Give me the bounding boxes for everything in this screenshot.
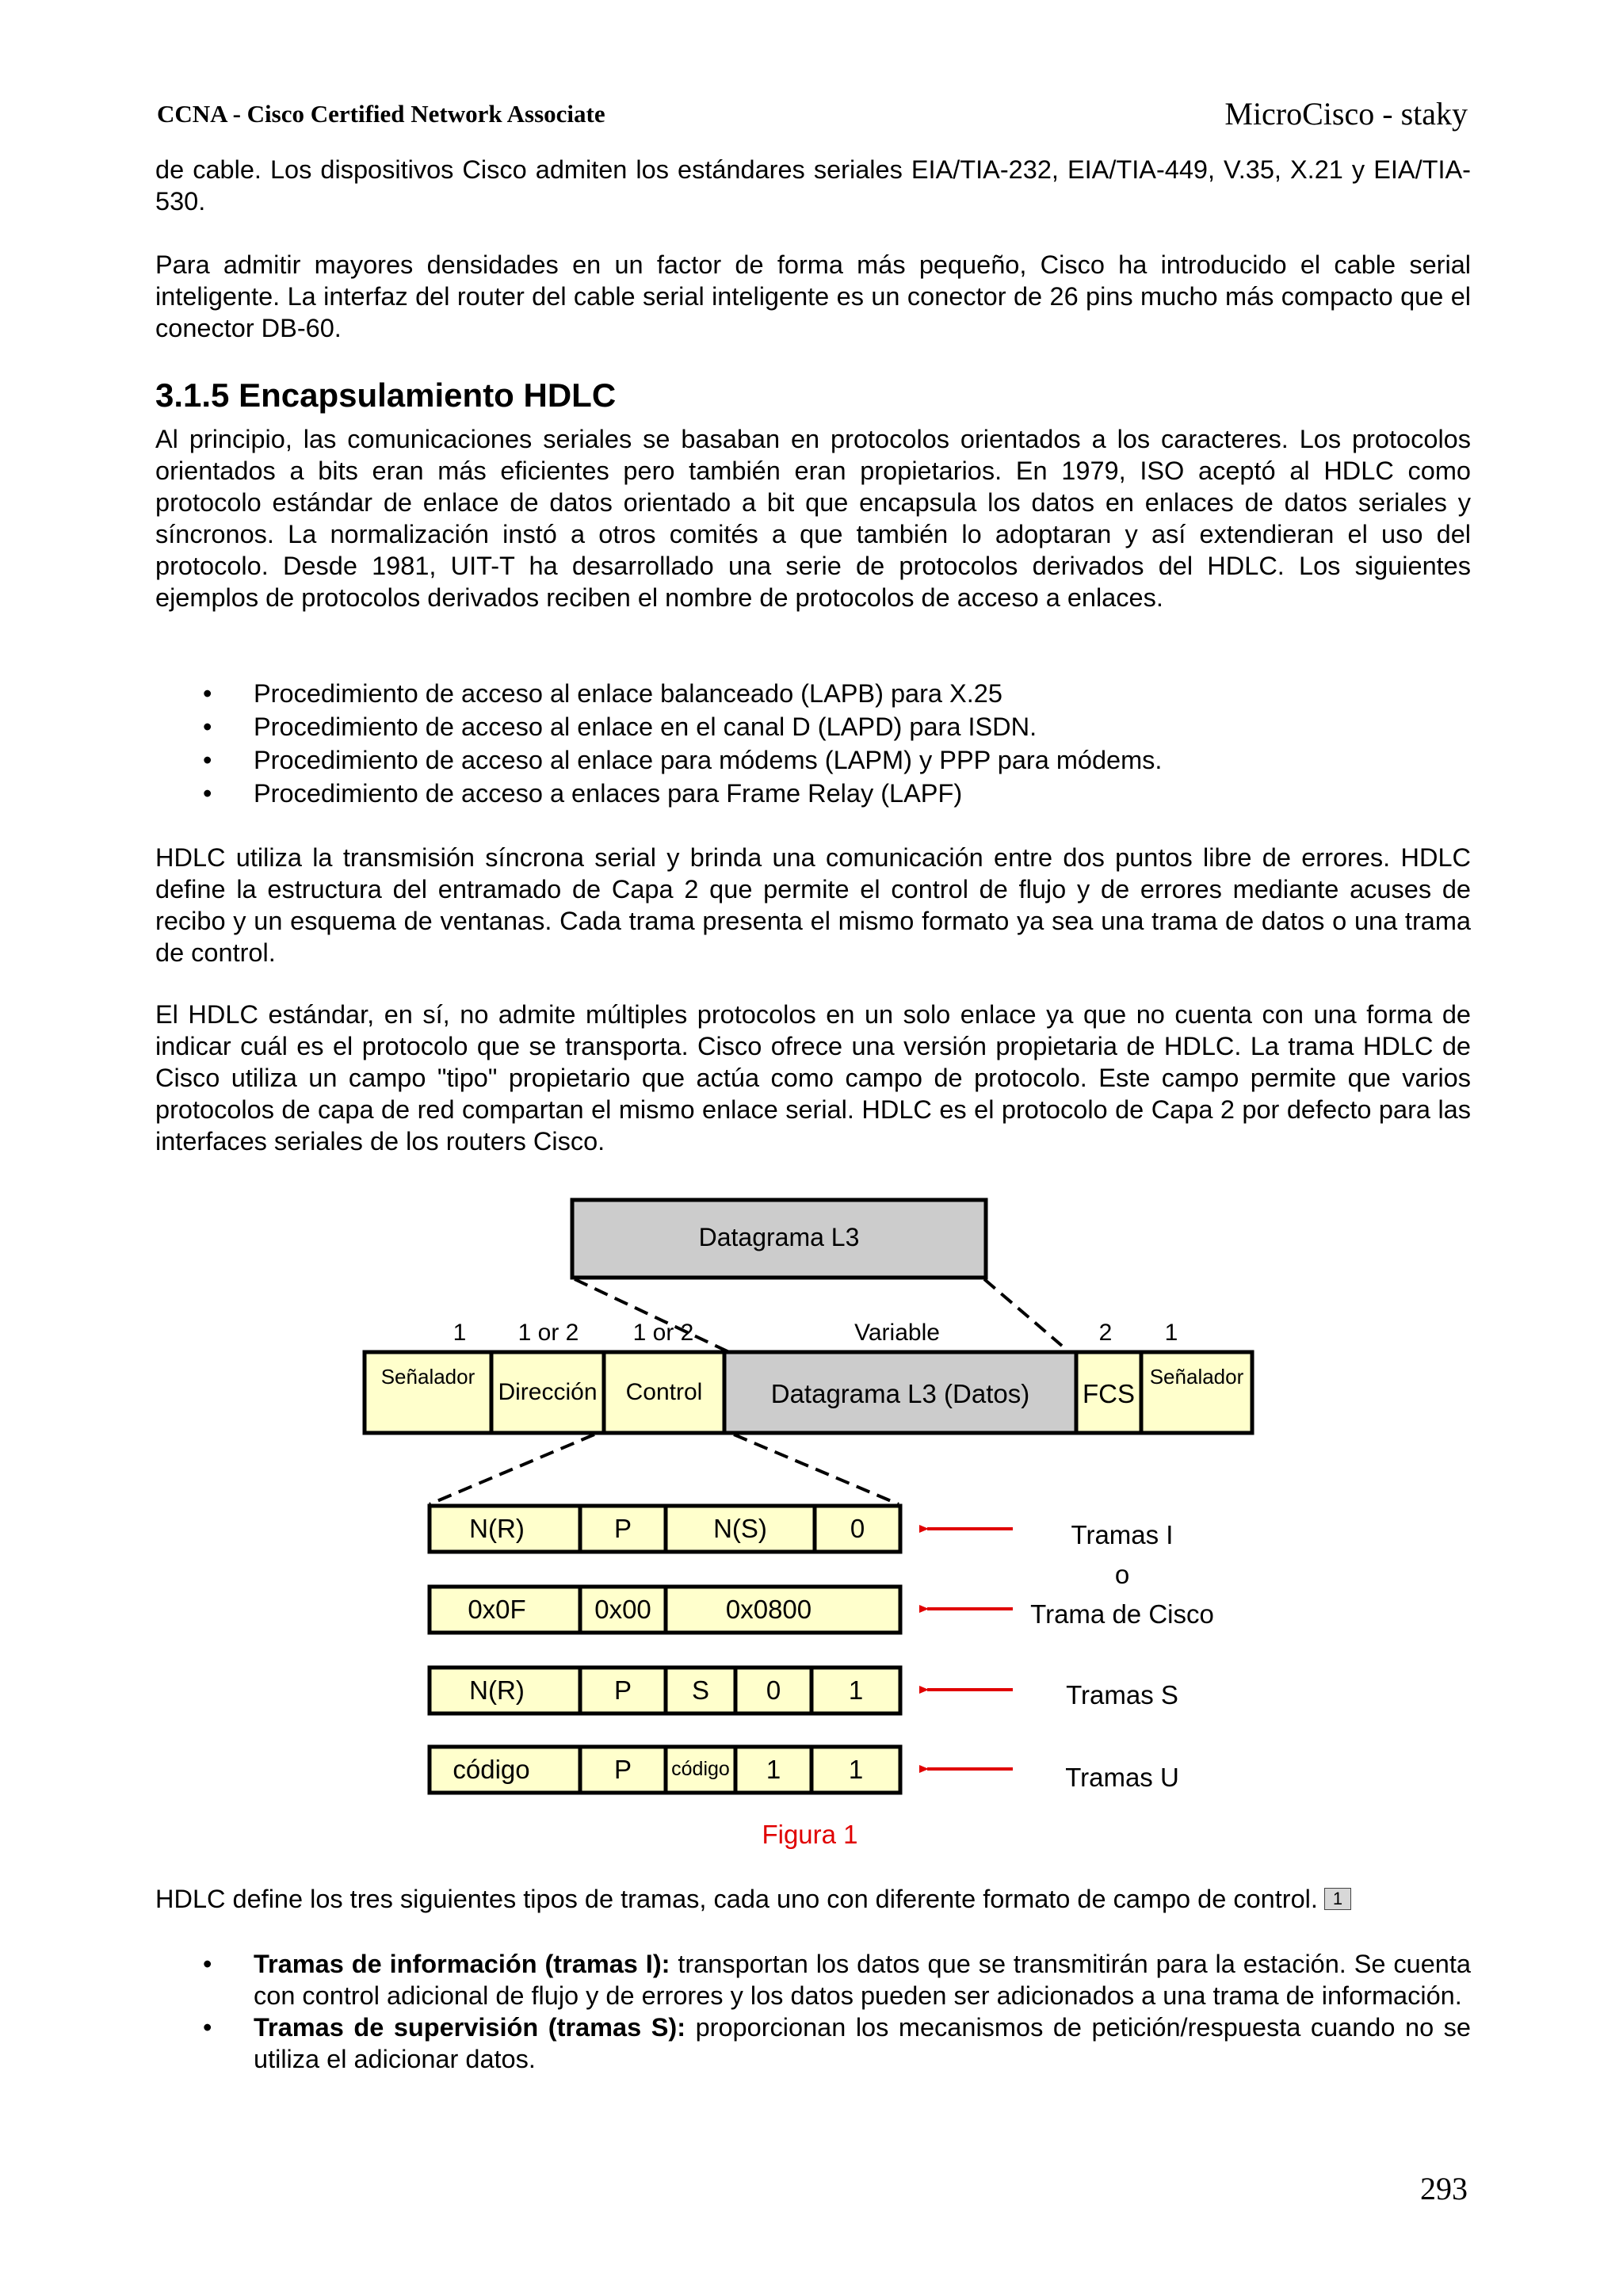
paragraph-text: Para admitir mayores densidades en un factor de forma más pequeño, Cisco ha introducido el cable serial inteligente. La interfaz del router del cable serial inteligente es un conector de 26 pins mucho más compacto que el conector DB-60. bbox=[155, 250, 1471, 342]
paragraph-text: El HDLC estándar, en sí, no admite múltiples protocolos en un solo enlace ya que no cuenta con una forma de indicar cuál es el protocolo que se transporta. Cisco ofrece una versión propietaria de HDLC. La trama HDLC de Cisco utiliza un campo "tipo" propietario que actúa como campo de protocolo. Este campo permite que varios protocolos de capa de red compartan el mismo enlace serial. HDLC es el protocolo de Capa 2 por defecto para las interfaces seriales de los routers Cisco. bbox=[155, 1000, 1471, 1156]
row-cell: 1 bbox=[766, 1755, 781, 1784]
frame-type-label: o bbox=[1114, 1560, 1130, 1589]
row-cell: 0 bbox=[850, 1514, 865, 1543]
control-row-cisco bbox=[430, 1587, 900, 1633]
figure-caption: Figura 1 bbox=[762, 1820, 858, 1849]
row-cell: S bbox=[691, 1675, 710, 1705]
paragraph-1 bbox=[155, 154, 1471, 217]
paragraph-3 bbox=[155, 423, 1471, 613]
size-label: 1 or 2 bbox=[517, 1320, 579, 1346]
datagram-l3-label: Datagrama L3 bbox=[698, 1223, 860, 1251]
frame-field-label: Control bbox=[625, 1379, 703, 1405]
frame-field-label: Dirección bbox=[498, 1379, 598, 1405]
row-cell: P bbox=[613, 1675, 632, 1705]
paragraph-text: HDLC utiliza la transmisión síncrona serial y brinda una comunicación entre dos puntos libre de errores. HDLC define la estructura del entramado de Capa 2 que permite el control de flujo y de errores mediante acuses de recibo y un esquema de ventanas. Cada trama presenta el mismo formato ya sea una trama de datos o una trama de control. bbox=[155, 843, 1471, 967]
list-item: • Procedimiento de acceso al enlace en el canal D (LAPD) para ISDN. bbox=[155, 710, 1471, 743]
row-cell: 0 bbox=[766, 1675, 781, 1705]
row-cell: P bbox=[613, 1514, 632, 1543]
row-cell: N(S) bbox=[713, 1514, 767, 1543]
row-cell: 0x00 bbox=[594, 1595, 651, 1624]
control-row-s bbox=[430, 1668, 900, 1713]
size-label: 2 bbox=[1098, 1320, 1113, 1346]
control-row-i bbox=[430, 1506, 900, 1552]
header-title: CCNA - Cisco Certified Network Associate bbox=[157, 100, 605, 128]
page-number: 293 bbox=[1420, 2171, 1468, 2206]
row-cell: N(R) bbox=[469, 1675, 525, 1705]
row-cell: código bbox=[671, 1758, 730, 1780]
paragraph-5 bbox=[155, 999, 1471, 1157]
row-cell: 0x0F bbox=[468, 1595, 526, 1624]
bullet-list-2 bbox=[155, 1948, 1471, 2075]
size-label: 1 bbox=[453, 1320, 467, 1346]
frame-type-label: Tramas I bbox=[1071, 1520, 1174, 1549]
paragraph-6 bbox=[155, 1883, 1471, 1915]
list-item bbox=[155, 2011, 1471, 2075]
header-author: MicroCisco - staky bbox=[1224, 96, 1468, 132]
dashed-connector bbox=[430, 1435, 594, 1504]
row-cell: código bbox=[453, 1755, 530, 1784]
section-heading: 3.1.5 Encapsulamiento HDLC bbox=[155, 376, 617, 414]
frame-field-label: Señalador bbox=[1149, 1365, 1244, 1389]
paragraph-text: HDLC define los tres siguientes tipos de tramas, cada uno con diferente formato de campo de control. bbox=[155, 1885, 1318, 1913]
frame-type-label: Trama de Cisco bbox=[1030, 1599, 1214, 1629]
list-item-text: transportan los datos que se transmitirán para la estación. Se cuenta con control adicional de flujo y de errores y los datos pueden ser adicionados a una trama de información. bbox=[254, 1950, 1471, 2010]
paragraph-text: Al principio, las comunicaciones seriales se basaban en protocolos orientados a los caracteres. Los protocolos orientados a bits eran más eficientes pero también eran propietarios. En 1979, ISO aceptó al HDLC como protocolo estándar de enlace de datos orientado a bit que encapsula los datos en enlaces de datos seriales y síncronos. La normalización instó a otros comités a que también lo adoptaran y así extendieran el uso del protocolo. Desde 1981, UIT-T ha desarrollado una serie de protocolos derivados del HDLC. Los siguientes ejemplos de protocolos derivados reciben el nombre de protocolos de acceso a enlaces. bbox=[155, 425, 1471, 612]
dashed-connector bbox=[734, 1435, 899, 1504]
frame-field-label: Datagrama L3 (Datos) bbox=[770, 1379, 1030, 1408]
frame-type-label: Tramas S bbox=[1066, 1680, 1178, 1710]
frame-field-label: Señalador bbox=[380, 1365, 475, 1389]
list-item-text: proporcionan los mecanismos de petición/respuesta cuando no se utiliza el adicionar datos. bbox=[254, 2013, 1471, 2073]
size-label: 1 bbox=[1164, 1320, 1178, 1346]
dashed-connector bbox=[984, 1279, 1062, 1346]
list-item: • Procedimiento de acceso al enlace balanceado (LAPB) para X.25 bbox=[155, 677, 1471, 710]
row-cell: P bbox=[613, 1755, 632, 1784]
frame-type-label: Tramas U bbox=[1065, 1763, 1179, 1792]
paragraph-2 bbox=[155, 249, 1471, 344]
paragraph-4 bbox=[155, 842, 1471, 968]
list-item: • Procedimiento de acceso a enlaces para Frame Relay (LAPF) bbox=[155, 777, 1471, 810]
list-item-bold: Tramas de información (tramas I): bbox=[254, 1950, 670, 1978]
figure-reference-button[interactable]: 1 bbox=[1324, 1888, 1351, 1910]
control-row-u bbox=[430, 1747, 900, 1793]
list-item bbox=[155, 1948, 1471, 2011]
row-cell: 0x0800 bbox=[725, 1595, 812, 1624]
row-cell: N(R) bbox=[469, 1514, 525, 1543]
size-label: 1 or 2 bbox=[632, 1320, 694, 1346]
bullet-list-1 bbox=[155, 677, 1471, 810]
row-cell: 1 bbox=[848, 1675, 864, 1705]
list-item: • Procedimiento de acceso al enlace para módems (LAPM) y PPP para módems. bbox=[155, 743, 1471, 777]
row-cell: 1 bbox=[848, 1755, 864, 1784]
hdlc-frame-figure bbox=[341, 1179, 1276, 1861]
size-label: Variable bbox=[854, 1320, 940, 1346]
frame-field-label: FCS bbox=[1083, 1379, 1135, 1408]
paragraph-text: de cable. Los dispositivos Cisco admiten los estándares seriales EIA/TIA-232, EIA/TIA-449, V.35, X.21 y EIA/TIA-530. bbox=[155, 155, 1471, 216]
list-item-bold: Tramas de supervisión (tramas S): bbox=[254, 2013, 686, 2042]
